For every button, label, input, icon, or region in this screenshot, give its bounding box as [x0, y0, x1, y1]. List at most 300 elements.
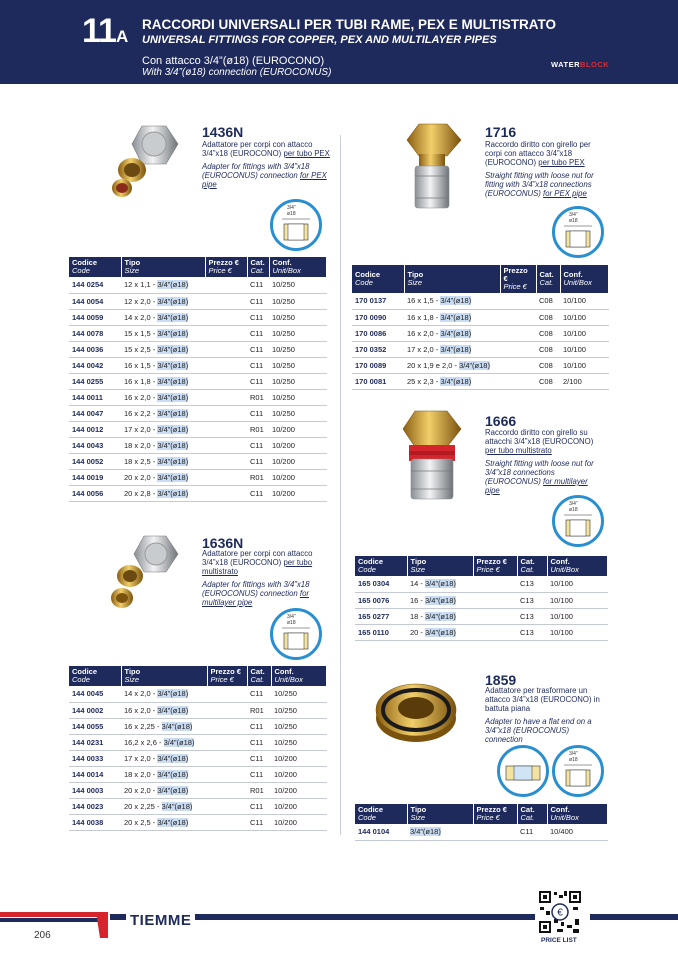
cell-box: 10/100 [560, 325, 609, 341]
cell-price [473, 592, 517, 608]
cell-price [205, 325, 247, 341]
product-desc-1636n: Adattatore per corpi con attacco 3/4”x18 (EUROCONO) per tubo multistrato Adapter for fittings with 3/4”x18 (EUROCONUS) connection for multilayer pipe [202, 549, 313, 607]
column-header: Cat. Cat. [517, 556, 547, 576]
flat-end-diagram-1859 [497, 745, 549, 797]
cell-box: 10/250 [269, 357, 327, 373]
column-header: Tipo Size [404, 265, 500, 293]
section-number: 11A [82, 12, 128, 50]
section-title-it: RACCORDI UNIVERSALI PER TUBI RAME, PEX E MULTISTRATO [142, 17, 557, 32]
cell-cat: R01 [247, 389, 269, 405]
cell-cat: C11 [247, 798, 271, 814]
cell-box: 10/250 [269, 325, 327, 341]
circle-label: 3/4” ø18 [569, 501, 578, 513]
cell-code: 144 0231 [69, 734, 121, 750]
cell-code: 144 0045 [69, 686, 121, 702]
table-row [69, 341, 327, 357]
connection-value: 3/4”(ø18) [425, 611, 456, 621]
cell-size [407, 576, 473, 592]
fitting-1859-image [370, 672, 462, 748]
cell-cat: C08 [536, 341, 560, 357]
cell-price [207, 686, 247, 702]
cell-cat: C13 [517, 592, 547, 608]
cell-cat: C11 [247, 814, 271, 830]
connection-value: 3/4”(ø18) [440, 328, 472, 338]
size-value: 20 x 2,0 - [124, 472, 158, 482]
table-1859 [355, 804, 608, 841]
table-row [355, 608, 608, 624]
cell-code: 170 0352 [352, 341, 404, 357]
column-header: Prezzo € Price € [473, 804, 517, 824]
cell-code: 170 0090 [352, 309, 404, 325]
connection-value: 3/4”(ø18) [157, 408, 189, 418]
cell-cat: C08 [536, 309, 560, 325]
size-value: 18 x 2,5 - [124, 456, 158, 466]
cell-size [404, 309, 500, 325]
fitting-1636n-image [104, 532, 184, 612]
cell-box: 10/250 [271, 718, 327, 734]
connection-value: 3/4”(ø18) [410, 827, 441, 837]
cell-price [205, 277, 247, 293]
cell-code: 144 0254 [69, 277, 121, 293]
column-header: Prezzo € Price € [207, 666, 247, 686]
table-row [355, 624, 608, 640]
cell-box: 10/200 [271, 814, 327, 830]
cell-size [121, 421, 205, 437]
connection-value: 3/4”(ø18) [425, 627, 456, 637]
cell-size [404, 293, 500, 309]
size-value: 15 x 1,5 - [124, 328, 158, 338]
cell-price [205, 373, 247, 389]
cell-box: 10/250 [269, 373, 327, 389]
cell-price [205, 469, 247, 485]
cell-price [207, 734, 247, 750]
connection-value: 3/4”(ø18) [157, 360, 189, 370]
product-desc-1716: Raccordo diritto con girello per corpi con attacco 3/4”x18 (EUROCONO) per tubo PEX Straight fitting with loose nut for fitting with 3/4”x18 connections (EUROCONUS) for PEX pipe [485, 140, 594, 198]
waterblock-logo: WATERBLOCK [551, 60, 610, 69]
cell-cat: C11 [247, 277, 269, 293]
cell-code: 144 0012 [69, 421, 121, 437]
cell-cat: C11 [247, 766, 271, 782]
cell-size [404, 373, 500, 389]
cell-box: 10/100 [547, 592, 608, 608]
connection-value: 3/4”(ø18) [440, 376, 472, 386]
connection-diagram-1716 [552, 206, 604, 258]
cell-box: 10/100 [547, 624, 608, 640]
size-value: 16 x 2,2 - [124, 408, 158, 418]
column-header: Tipo Size [121, 666, 207, 686]
cell-price [500, 357, 536, 373]
table-1636n [69, 666, 327, 831]
size-value: 16 x 2,0 - [124, 392, 158, 402]
table-1716 [352, 265, 609, 390]
connection-diagram-1636n [270, 608, 322, 660]
connection-value: 3/4”(ø18) [157, 753, 189, 763]
cell-price [207, 814, 247, 830]
section-title-en: UNIVERSAL FITTINGS FOR COPPER, PEX AND MULTILAYER PIPES [142, 34, 497, 46]
connection-value: 3/4”(ø18) [157, 456, 189, 466]
cell-box: 10/250 [269, 405, 327, 421]
cell-size [121, 718, 207, 734]
cell-code: 144 0003 [69, 782, 121, 798]
cell-price [205, 389, 247, 405]
cell-price [500, 325, 536, 341]
cell-size [121, 277, 205, 293]
cell-cat: C08 [536, 373, 560, 389]
cell-price [473, 824, 517, 840]
column-header: Prezzo € Price € [500, 265, 536, 293]
connection-value: 3/4”(ø18) [161, 801, 193, 811]
size-value: 17 x 2,0 - [124, 424, 158, 434]
table-row [69, 325, 327, 341]
connection-value: 3/4”(ø18) [163, 737, 195, 747]
page-number: 206 [34, 930, 51, 941]
size-value: 20 - [410, 627, 426, 637]
cell-code: 144 0255 [69, 373, 121, 389]
column-header: Codice Code [355, 804, 407, 824]
cell-size [407, 608, 473, 624]
size-value: 16,2 x 2,6 - [124, 737, 164, 747]
column-header: Conf. Unit/Box [269, 257, 327, 277]
table-row [69, 734, 327, 750]
cell-cat: C11 [247, 373, 269, 389]
table-row [355, 576, 608, 592]
cell-size [121, 309, 205, 325]
column-header: Prezzo € Price € [473, 556, 517, 576]
cell-price [205, 293, 247, 309]
column-header: Cat. Cat. [247, 666, 271, 686]
column-header: Conf. Unit/Box [547, 556, 608, 576]
connection-value: 3/4”(ø18) [440, 312, 472, 322]
cell-cat: C11 [247, 405, 269, 421]
cell-size [407, 592, 473, 608]
fitting-1436n-image [104, 120, 184, 202]
cell-cat: C13 [517, 576, 547, 592]
cell-price [500, 373, 536, 389]
cell-size [121, 814, 207, 830]
cell-box: 10/250 [269, 293, 327, 309]
table-row [69, 309, 327, 325]
cell-price [205, 485, 247, 501]
cell-cat: C11 [247, 485, 269, 501]
table-row [69, 750, 327, 766]
size-value: 20 x 2,8 - [124, 488, 158, 498]
table-row [355, 824, 608, 840]
connection-value: 3/4”(ø18) [425, 579, 456, 589]
page-header [0, 0, 678, 84]
cell-box: 10/200 [271, 798, 327, 814]
cell-code: 144 0055 [69, 718, 121, 734]
table-row [69, 405, 327, 421]
cell-code: 144 0052 [69, 453, 121, 469]
cell-cat: C11 [247, 734, 271, 750]
cell-box: 10/200 [271, 766, 327, 782]
connection-value: 3/4”(ø18) [157, 424, 189, 434]
svg-text:€: € [557, 907, 563, 919]
cell-code: 170 0081 [352, 373, 404, 389]
cell-code: 144 0023 [69, 798, 121, 814]
fitting-1716-image [395, 120, 469, 216]
cell-code: 165 0304 [355, 576, 407, 592]
table-row [352, 293, 609, 309]
cell-cat: C11 [247, 686, 271, 702]
size-value: 16 x 2,0 - [407, 328, 441, 338]
table-row [69, 798, 327, 814]
cell-size [121, 766, 207, 782]
cell-price [500, 309, 536, 325]
cell-box: 10/250 [271, 734, 327, 750]
cell-box: 10/200 [271, 750, 327, 766]
cell-cat: C11 [247, 325, 269, 341]
cell-box: 10/200 [269, 421, 327, 437]
table-row [69, 293, 327, 309]
connection-value: 3/4”(ø18) [459, 360, 490, 370]
connection-value: 3/4”(ø18) [157, 392, 189, 402]
circle-label: 3/4” ø18 [569, 751, 578, 763]
cell-size [121, 357, 205, 373]
table-row [69, 469, 327, 485]
column-header: Conf. Unit/Box [560, 265, 609, 293]
size-value: 12 x 1,1 - [124, 280, 158, 290]
table-row [69, 277, 327, 293]
cell-cat: R01 [247, 421, 269, 437]
cell-size [407, 824, 473, 840]
connection-value: 3/4”(ø18) [157, 280, 189, 290]
cell-price [207, 702, 247, 718]
size-value: 16 x 1,5 - [407, 296, 441, 306]
cell-code: 165 0110 [355, 624, 407, 640]
table-1666 [355, 556, 608, 641]
cell-size [404, 341, 500, 357]
connection-value: 3/4”(ø18) [157, 312, 189, 322]
table-row [352, 325, 609, 341]
price-list-label: PRICE LIST [541, 937, 577, 944]
cell-cat: C11 [247, 750, 271, 766]
cell-size [121, 750, 207, 766]
cell-code: 170 0089 [352, 357, 404, 373]
cell-code: 144 0104 [355, 824, 407, 840]
cell-price [207, 766, 247, 782]
connection-value: 3/4”(ø18) [157, 817, 189, 827]
cell-code: 144 0038 [69, 814, 121, 830]
size-value: 16 x 2,0 - [124, 705, 158, 715]
connection-value: 3/4”(ø18) [157, 472, 189, 482]
section-subtitle-it: Con attacco 3/4”(ø18) (EUROCONO) [142, 55, 325, 67]
cell-size [121, 734, 207, 750]
column-header: Tipo Size [121, 257, 205, 277]
table-row [352, 341, 609, 357]
size-value: 12 x 2,0 - [124, 296, 158, 306]
cell-box: 10/250 [269, 389, 327, 405]
cell-size [121, 798, 207, 814]
size-value: 20 x 2,5 - [124, 817, 158, 827]
cell-box: 10/100 [560, 293, 609, 309]
cell-price [205, 405, 247, 421]
cell-size [121, 405, 205, 421]
circle-label: 3/4” ø18 [287, 205, 296, 217]
cell-cat: C11 [247, 341, 269, 357]
cell-box: 10/200 [269, 453, 327, 469]
cell-price [473, 624, 517, 640]
column-header: Cat. Cat. [536, 265, 560, 293]
cell-code: 144 0014 [69, 766, 121, 782]
table-row [69, 485, 327, 501]
size-value: 25 x 2,3 - [407, 376, 441, 386]
product-code-1666: 1666 [485, 413, 517, 429]
cell-size [121, 325, 205, 341]
circle-label: 3/4” ø18 [569, 212, 578, 224]
section-subtitle-en: With 3/4”(ø18) connection (EUROCONUS) [142, 67, 332, 78]
size-value: 17 x 2,0 - [407, 344, 441, 354]
product-code-1636n: 1636N [202, 535, 244, 551]
cell-price [207, 750, 247, 766]
cell-code: 165 0076 [355, 592, 407, 608]
cell-code: 165 0277 [355, 608, 407, 624]
connection-value: 3/4”(ø18) [157, 296, 189, 306]
cell-price [473, 608, 517, 624]
cell-box: 10/250 [271, 702, 327, 718]
connection-value: 3/4”(ø18) [440, 296, 472, 306]
cell-cat: R01 [247, 702, 271, 718]
cell-cat: C08 [536, 357, 560, 373]
column-header: Cat. Cat. [517, 804, 547, 824]
cell-size [404, 325, 500, 341]
size-value: 16 x 2,25 - [124, 721, 162, 731]
cell-code: 144 0002 [69, 702, 121, 718]
table-row [355, 592, 608, 608]
cell-code: 144 0043 [69, 437, 121, 453]
cell-price [205, 453, 247, 469]
connection-diagram-1666 [552, 495, 604, 547]
cell-code: 144 0019 [69, 469, 121, 485]
cell-price [500, 293, 536, 309]
cell-size [407, 624, 473, 640]
cell-cat: C11 [247, 437, 269, 453]
cell-cat: R01 [247, 782, 271, 798]
cell-code: 144 0054 [69, 293, 121, 309]
cell-cat: C08 [536, 293, 560, 309]
product-desc-1666: Raccordo diritto con girello su attacchi 3/4”x18 (EUROCONO) per tubo multistrato Straight fitting with loose nut for 3/4”x18 connections (EUROCONUS) for multilayer pipe [485, 428, 594, 495]
cell-box: 10/200 [269, 469, 327, 485]
connection-value: 3/4”(ø18) [157, 328, 189, 338]
size-value: 16 x 1,8 - [407, 312, 441, 322]
qr-code-icon[interactable] [537, 889, 583, 935]
connection-value: 3/4”(ø18) [157, 488, 189, 498]
cell-cat: C11 [247, 453, 269, 469]
cell-cat: C08 [536, 325, 560, 341]
connection-value: 3/4”(ø18) [161, 721, 193, 731]
size-value: 17 x 2,0 - [124, 753, 158, 763]
table-row [352, 373, 609, 389]
size-value: 20 x 2,0 - [124, 785, 158, 795]
cell-box: 10/100 [560, 309, 609, 325]
size-value: 18 x 2,0 - [124, 440, 158, 450]
size-value: 16 x 1,8 - [124, 376, 158, 386]
table-row [69, 389, 327, 405]
size-value: 20 x 1,9 e 2,0 - [407, 360, 460, 370]
connection-diagram-1859 [552, 745, 604, 797]
size-value: 14 x 2,0 - [124, 689, 158, 699]
product-code-1436n: 1436N [202, 124, 244, 140]
cell-size [121, 373, 205, 389]
table-row [352, 357, 609, 373]
cell-box: 10/250 [269, 341, 327, 357]
cell-box: 10/200 [269, 485, 327, 501]
product-code-1859: 1859 [485, 672, 517, 688]
cell-code: 170 0086 [352, 325, 404, 341]
cell-cat: C13 [517, 624, 547, 640]
cell-price [205, 357, 247, 373]
cell-price [207, 798, 247, 814]
fitting-1666-image [395, 407, 469, 507]
cell-price [207, 718, 247, 734]
column-header: Conf. Unit/Box [547, 804, 608, 824]
product-desc-1859: Adattatore per trasformare un attacco 3/4”x18 (EUROCONO) in battuta piana Adapter to have a flat end on a 3/4”x18 (EUROCONUS) connection [485, 686, 600, 744]
connection-diagram-1436n [270, 199, 322, 251]
cell-size [121, 453, 205, 469]
size-value: 18 x 2,0 - [124, 769, 158, 779]
product-desc-1436n: Adattatore per corpi con attacco 3/4”x18 (EUROCONO) per tubo PEX Adapter for fittings with 3/4”x18 (EUROCONUS) connection for PEX pipe [202, 140, 330, 189]
cell-code: 144 0042 [69, 357, 121, 373]
cell-cat: C11 [247, 357, 269, 373]
size-value: 14 - [410, 579, 426, 589]
column-header: Cat. Cat. [247, 257, 269, 277]
connection-value: 3/4”(ø18) [425, 595, 456, 605]
column-header: Tipo Size [407, 556, 473, 576]
cell-box: 2/100 [560, 373, 609, 389]
connection-value: 3/4”(ø18) [440, 344, 472, 354]
table-row [69, 453, 327, 469]
table-row [69, 357, 327, 373]
cell-price [205, 309, 247, 325]
cell-price [205, 341, 247, 357]
cell-box: 10/400 [547, 824, 608, 840]
table-row [69, 782, 327, 798]
size-value: 16 x 1,5 - [124, 360, 158, 370]
cell-size [121, 293, 205, 309]
column-header: Tipo Size [407, 804, 473, 824]
cell-cat: C11 [247, 309, 269, 325]
column-header: Codice Code [69, 666, 121, 686]
connection-value: 3/4”(ø18) [157, 705, 189, 715]
cell-size [121, 485, 205, 501]
column-divider [340, 135, 341, 835]
connection-value: 3/4”(ø18) [157, 440, 189, 450]
column-header: Prezzo € Price € [205, 257, 247, 277]
column-header: Codice Code [69, 257, 121, 277]
cell-box: 10/100 [560, 357, 609, 373]
cell-code: 144 0033 [69, 750, 121, 766]
cell-code: 144 0011 [69, 389, 121, 405]
connection-value: 3/4”(ø18) [157, 769, 189, 779]
cell-size [121, 341, 205, 357]
cell-size [121, 469, 205, 485]
cell-box: 10/250 [271, 686, 327, 702]
table-row [69, 718, 327, 734]
table-1436n [69, 257, 327, 502]
cell-code: 144 0056 [69, 485, 121, 501]
column-header: Conf. Unit/Box [271, 666, 327, 686]
cell-size [121, 437, 205, 453]
table-row [69, 702, 327, 718]
table-row [69, 437, 327, 453]
size-value: 14 x 2,0 - [124, 312, 158, 322]
cell-size [121, 686, 207, 702]
column-header: Codice Code [352, 265, 404, 293]
table-row [69, 373, 327, 389]
cell-price [500, 341, 536, 357]
cell-box: 10/100 [560, 341, 609, 357]
cell-size [121, 782, 207, 798]
